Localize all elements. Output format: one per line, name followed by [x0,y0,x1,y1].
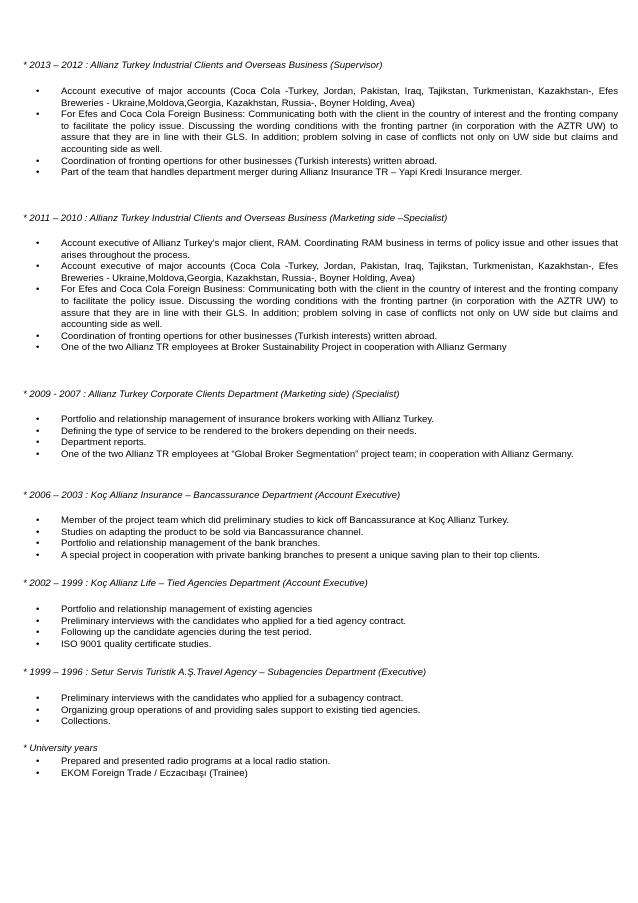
section-heading: * 1999 – 1996 : Setur Servis Turistik A.Ş.Travel Agency – Subagencies Department (Executive) [23,667,427,678]
list-item [23,284,618,330]
list-item [23,627,618,639]
bullet-icon: • [36,627,40,639]
bullet-icon: • [36,284,40,296]
list-item-text: For Efes and Coca Cola Foreign Business: Communicating both with the client in the country of interest and the fronting company to facilitate the policy issue. Discussing the wording conditions with the fronting partner (in corporation with the AZTR UW) to assure that they are in line with their GLS. In addition; problem solving in case of conflicts not only on UW side but claims and accounting side as well. [61,284,618,331]
bullet-icon: • [36,330,40,342]
list-item-text: Defining the type of service to be rendered to the brokers depending on their needs. [61,425,417,437]
list-item-text: Account executive of Allianz Turkey's major client, RAM. Coordinating RAM business in terms of policy issue and other issues that arises throughout the process. [61,238,618,261]
bullet-icon: • [36,414,40,425]
list-item [23,768,618,780]
list-item-text: One of the two Allianz TR employees at “Global Broker Segmentation” project team; in cooperation with Allianz Germany. [61,448,574,460]
list-item-text: Organizing group operations of and providing sales support to existing tied agencies. [61,704,421,716]
list-item-text: Portfolio and relationship management of existing agencies [61,604,313,615]
list-item [23,426,618,438]
bullet-list [23,604,618,650]
bullet-icon: • [36,693,40,704]
list-item-text: Studies on adapting the product to be sold via Bancassurance channel. [61,526,364,538]
bullet-icon: • [36,425,40,437]
bullet-icon: • [36,238,40,249]
bullet-icon: • [36,342,40,354]
bullet-list [23,86,618,179]
list-item [23,449,618,461]
list-item [23,261,618,284]
list-item-text: Portfolio and relationship management of insurance brokers working with Allianz Turkey. [61,414,435,425]
bullet-icon: • [36,756,40,767]
section-heading: * University years [23,743,98,754]
list-item [23,342,618,354]
list-item [23,109,618,155]
bullet-icon: • [36,437,40,449]
list-item-text: A special project in cooperation with private banking branches to present a unique saving plan to their top clients. [61,549,540,561]
bullet-icon: • [36,261,40,273]
section-heading: * 2002 – 1999 : Koç Allianz Life – Tied Agencies Department (Account Executive) [23,578,368,589]
bullet-icon: • [36,448,40,460]
list-item-text: Department reports. [61,437,147,449]
list-item [23,756,618,768]
section-heading: * 2011 – 2010 : Allianz Turkey Industrial Clients and Overseas Business (Marketing side –Specialist) [23,213,448,224]
list-item-text: Prepared and presented radio programs at a local radio station. [61,756,331,767]
list-item-text: Collections. [61,716,111,728]
bullet-icon: • [36,515,40,526]
list-item [23,639,618,651]
list-item [23,705,618,717]
list-item [23,604,618,616]
list-item-text: Preliminary interviews with the candidates who applied for a subagency contract. [61,693,404,704]
list-item-text: Coordination of fronting opertions for other businesses (Turkish interests) written abroad. [61,330,438,342]
list-item-text: For Efes and Coca Cola Foreign Business: Communicating both with the client in the country of interest and the fronting company to facilitate the policy issue. Discussing the wording conditions with the fronting partner (in corporation with the AZTR UW) to assure that they are in line with their GLS. In addition; problem solving in case of conflicts not only on UW side but claims and accounting side as well. [61,109,618,155]
list-item [23,238,618,261]
bullet-icon: • [36,167,40,179]
bullet-icon: • [36,86,40,97]
bullet-icon: • [36,155,40,167]
list-item-text: Coordination of fronting opertions for other businesses (Turkish interests) written abroad. [61,155,438,167]
list-item [23,515,618,527]
list-item-text: Part of the team that handles department merger during Allianz Insurance TR – Yapi Kredi Insurance merger. [61,167,523,179]
list-item-text: Account executive of major accounts (Coca Cola -Turkey, Jordan, Pakistan, Iraq, Tajikstan, Turkmenistan, Kazakhstan-, Efes Breweries - Ukraine,Moldova,Georgia, Kazakhstan, Russia-, Boyner Holding, Avea) [61,86,618,109]
bullet-icon: • [36,549,40,561]
section-heading: * 2009 - 2007 : Allianz Turkey Corporate Clients Department (Marketing side) (Specialist) [23,389,400,400]
list-item-text: Following up the candidate agencies during the test period. [61,627,312,639]
list-item-text: One of the two Allianz TR employees at Broker Sustainability Project in cooperation with Allianz Germany [61,342,507,354]
bullet-icon: • [36,716,40,728]
list-item [23,527,618,539]
bullet-list [23,756,618,779]
list-item [23,616,618,628]
bullet-list [23,238,618,354]
list-item [23,550,618,562]
section-heading: * 2013 – 2012 : Allianz Turkey Industrial Clients and Overseas Business (Supervisor) [23,60,383,71]
list-item [23,331,618,343]
bullet-icon: • [36,615,40,627]
list-item [23,538,618,550]
list-item-text: Account executive of major accounts (Coca Cola -Turkey, Jordan, Pakistan, Iraq, Tajikstan, Turkmenistan, Kazakhstan-, Efes Breweries - Ukraine,Moldova,Georgia, Kazakhstan, Russia-, Boyner Holding, Avea) [61,261,618,284]
bullet-icon: • [36,526,40,538]
list-item-text: Member of the project team which did preliminary studies to kick off Bancassurance at Koç Allianz Turkey. [61,515,510,526]
section-heading: * 2006 – 2003 : Koç Allianz Insurance – Bancassurance Department (Account Executive) [23,490,401,501]
list-item-text: Preliminary interviews with the candidates who applied for a tied agency contract. [61,615,407,627]
bullet-icon: • [36,109,40,121]
bullet-list [23,515,618,561]
bullet-icon: • [36,638,40,650]
bullet-icon: • [36,538,40,550]
list-item [23,86,618,109]
list-item [23,716,618,728]
list-item [23,167,618,179]
list-item [23,693,618,705]
list-item [23,414,618,426]
list-item-text: ISO 9001 quality certificate studies. [61,638,212,650]
list-item-text: EKOM Foreign Trade / Eczacıbaşı (Trainee) [61,767,248,779]
bullet-icon: • [36,767,40,779]
bullet-icon: • [36,604,40,615]
bullet-list [23,414,618,460]
list-item-text: Portfolio and relationship management of the bank branches. [61,538,321,550]
bullet-icon: • [36,704,40,716]
list-item [23,437,618,449]
bullet-list [23,693,618,728]
list-item [23,156,618,168]
